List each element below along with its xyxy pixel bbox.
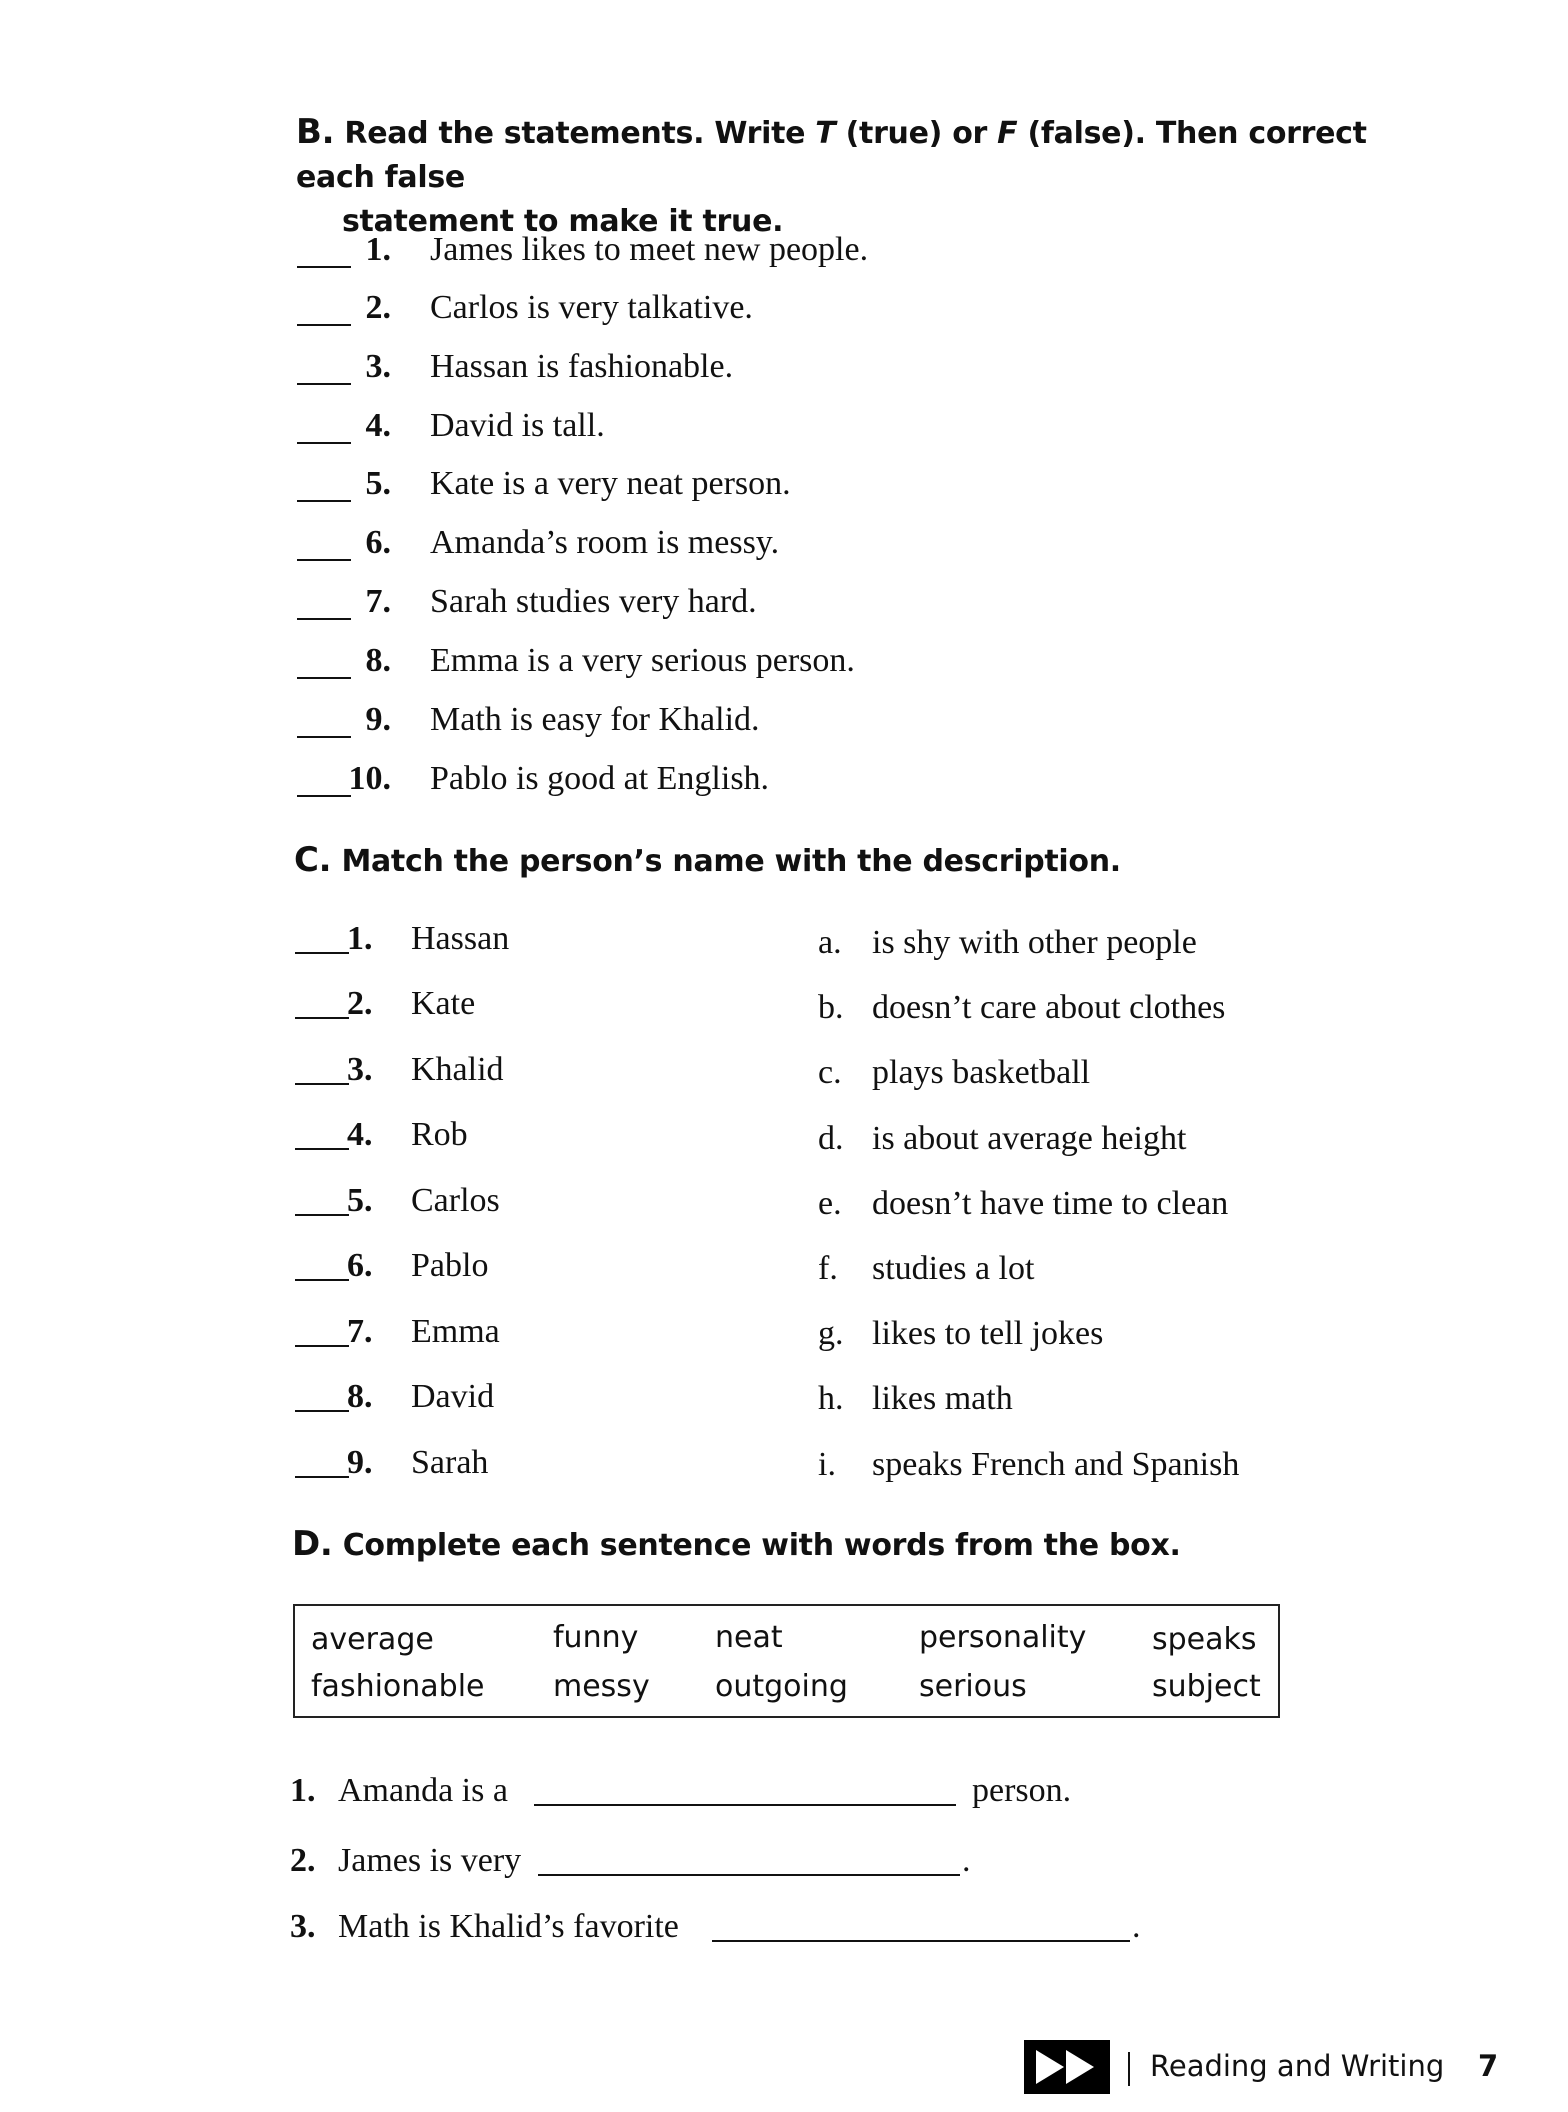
- word-box: [293, 1604, 1280, 1718]
- answer-blank[interactable]: [295, 1214, 349, 1216]
- description-letter: a.: [818, 924, 842, 961]
- answer-blank[interactable]: [295, 1410, 349, 1412]
- word-box-word: personality: [919, 1620, 1087, 1655]
- description-letter: i.: [818, 1446, 836, 1483]
- item-number: 9.: [347, 1444, 373, 1481]
- item-number: 1.: [365, 231, 391, 268]
- tf-item-row: [297, 755, 997, 803]
- tf-item-row: [297, 460, 997, 508]
- tf-item-row: [297, 284, 997, 332]
- fast-forward-icon: [1024, 2040, 1110, 2094]
- item-number: 8.: [365, 642, 391, 679]
- match-name-row: [295, 1176, 655, 1226]
- person-name: Hassan: [411, 920, 510, 957]
- person-name: Pablo: [411, 1247, 489, 1284]
- match-description-row: [818, 918, 1278, 968]
- answer-blank[interactable]: [534, 1804, 956, 1806]
- match-description-row: [818, 1114, 1278, 1164]
- section-b-heading: B. Read the statements. Write T (true) or F (false). Then correct each false statement to make it true.: [296, 110, 1416, 244]
- item-number: 7.: [347, 1313, 373, 1350]
- match-name-row: [295, 1241, 655, 1291]
- match-name-row: [295, 1372, 655, 1422]
- item-number: 8.: [347, 1378, 373, 1415]
- tf-item-row: [297, 402, 997, 450]
- description-letter: b.: [818, 989, 844, 1026]
- section-c-heading: C. Match the person’s name with the description.: [294, 840, 1121, 880]
- section-b-instruction-line2: statement to make it true.: [342, 204, 784, 239]
- match-name-row: [295, 914, 655, 964]
- item-number: 7.: [365, 583, 391, 620]
- match-description-row: [818, 1374, 1278, 1424]
- page-number: 7: [1478, 2049, 1499, 2083]
- statement-text: David is tall.: [430, 407, 605, 444]
- match-name-row: [295, 1110, 655, 1160]
- description-letter: h.: [818, 1380, 844, 1417]
- tf-item-row: [297, 637, 997, 685]
- answer-blank[interactable]: [295, 1148, 349, 1150]
- item-number: 4.: [365, 407, 391, 444]
- description-text: plays basketball: [872, 1054, 1091, 1091]
- match-name-row: [295, 979, 655, 1029]
- answer-blank[interactable]: [538, 1874, 960, 1876]
- answer-blank[interactable]: [295, 1476, 349, 1478]
- word-box-word: speaks: [1152, 1622, 1257, 1657]
- description-text: likes math: [872, 1380, 1013, 1417]
- person-name: Rob: [411, 1116, 468, 1153]
- description-text: is about average height: [872, 1120, 1187, 1157]
- person-name: Carlos: [411, 1182, 500, 1219]
- word-box-word: serious: [919, 1669, 1027, 1704]
- word-box-word: neat: [715, 1620, 783, 1655]
- item-number: 9.: [365, 701, 391, 738]
- statement-text: Amanda’s room is messy.: [430, 524, 780, 561]
- statement-text: Math is easy for Khalid.: [430, 701, 760, 738]
- tf-item-row: [297, 578, 997, 626]
- section-d-heading: D. Complete each sentence with words from the box.: [292, 1524, 1181, 1564]
- statement-text: James likes to meet new people.: [430, 231, 869, 268]
- match-description-row: [818, 983, 1278, 1033]
- statement-text: Hassan is fashionable.: [430, 348, 734, 385]
- description-text: likes to tell jokes: [872, 1315, 1104, 1352]
- item-number: 5.: [365, 465, 391, 502]
- word-box-word: subject: [1152, 1669, 1261, 1704]
- person-name: Sarah: [411, 1444, 489, 1481]
- statement-text: Emma is a very serious person.: [430, 642, 855, 679]
- statement-text: Pablo is good at English.: [430, 760, 770, 797]
- answer-blank[interactable]: [295, 952, 349, 954]
- description-letter: g.: [818, 1315, 844, 1352]
- item-number: 6.: [365, 524, 391, 561]
- word-box-word: average: [311, 1622, 434, 1657]
- footer-section-label: Reading and Writing: [1150, 2049, 1445, 2083]
- footer-divider: [1128, 2052, 1130, 2086]
- item-number: 2.: [365, 289, 391, 326]
- person-name: Kate: [411, 985, 476, 1022]
- description-text: speaks French and Spanish: [872, 1446, 1240, 1483]
- answer-blank[interactable]: [295, 1083, 349, 1085]
- match-description-row: [818, 1244, 1278, 1294]
- item-number: 6.: [347, 1247, 373, 1284]
- word-box-word: funny: [553, 1620, 639, 1655]
- description-letter: e.: [818, 1185, 842, 1222]
- item-number: 2.: [347, 985, 373, 1022]
- description-letter: f.: [818, 1250, 838, 1287]
- statement-text: Kate is a very neat person.: [430, 465, 791, 502]
- tf-item-row: [297, 343, 997, 391]
- item-number: 1.: [347, 920, 373, 957]
- item-number: 5.: [347, 1182, 373, 1219]
- match-description-row: [818, 1048, 1278, 1098]
- word-box-word: outgoing: [715, 1669, 848, 1704]
- item-number: 10.: [348, 760, 391, 797]
- description-text: is shy with other people: [872, 924, 1197, 961]
- answer-blank[interactable]: [295, 1279, 349, 1281]
- description-letter: c.: [818, 1054, 842, 1091]
- word-box-word: messy: [553, 1669, 650, 1704]
- description-letter: d.: [818, 1120, 844, 1157]
- match-description-row: [818, 1179, 1278, 1229]
- match-name-row: [295, 1307, 655, 1357]
- match-name-row: [295, 1045, 655, 1095]
- person-name: David: [411, 1378, 495, 1415]
- description-text: doesn’t have time to clean: [872, 1185, 1229, 1222]
- description-text: studies a lot: [872, 1250, 1035, 1287]
- answer-blank[interactable]: [295, 1017, 349, 1019]
- tf-item-row: [297, 696, 997, 744]
- section-b-letter: B.: [296, 112, 335, 152]
- match-name-row: [295, 1438, 655, 1488]
- person-name: Khalid: [411, 1051, 504, 1088]
- match-description-row: [818, 1309, 1278, 1359]
- item-number: 3.: [365, 348, 391, 385]
- word-box-word: fashionable: [311, 1669, 485, 1704]
- statement-text: Carlos is very talkative.: [430, 289, 753, 326]
- tf-item-row: [297, 519, 997, 567]
- person-name: Emma: [411, 1313, 500, 1350]
- description-text: doesn’t care about clothes: [872, 989, 1226, 1026]
- answer-blank[interactable]: [712, 1940, 1130, 1942]
- match-description-row: [818, 1440, 1278, 1490]
- tf-item-row: [297, 226, 997, 274]
- item-number: 3.: [347, 1051, 373, 1088]
- item-number: 4.: [347, 1116, 373, 1153]
- statement-text: Sarah studies very hard.: [430, 583, 757, 620]
- answer-blank[interactable]: [295, 1345, 349, 1347]
